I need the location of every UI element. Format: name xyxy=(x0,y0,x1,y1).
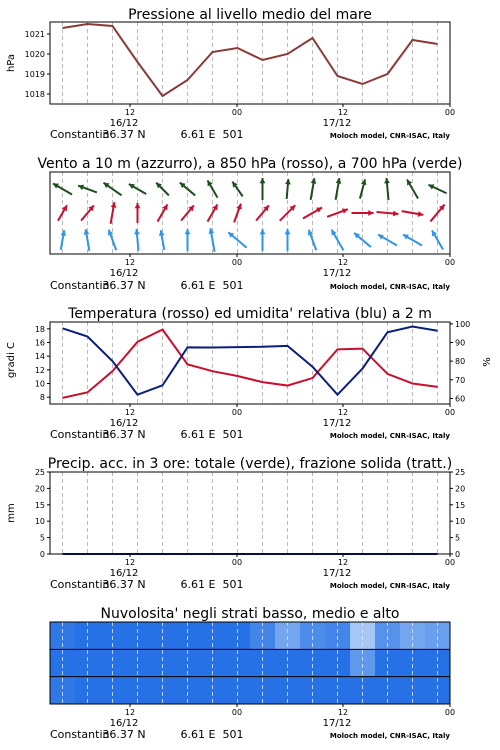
day-label: 16/12 xyxy=(109,268,139,279)
day-label: 17/12 xyxy=(322,568,352,579)
wind-arrow-10m xyxy=(260,229,266,251)
y-tick-label: 60 xyxy=(455,394,466,404)
wind-arrow-850hPa xyxy=(208,204,218,221)
model-credit: Moloch model, CNR-ISAC, Italy xyxy=(329,732,450,740)
pressure-line xyxy=(63,24,438,96)
day-label: 17/12 xyxy=(322,718,352,729)
x-tick-label: 00 xyxy=(444,558,456,567)
location-name: Constantin xyxy=(50,128,110,141)
panel-title: Pressione al livello medio del mare xyxy=(128,7,372,23)
day-label: 17/12 xyxy=(322,418,352,429)
y-tick-label: 10 xyxy=(455,517,466,527)
day-label: 16/12 xyxy=(109,118,139,129)
y-tick-label: 18 xyxy=(34,324,45,334)
y-tick-label: 20 xyxy=(455,484,466,494)
location-lon: 6.61 E xyxy=(180,428,216,441)
x-tick-label: 12 xyxy=(124,108,136,117)
wind-arrow-850hPa xyxy=(234,204,242,223)
x-tick-label: 12 xyxy=(337,408,349,417)
y2-axis-label: % xyxy=(482,357,493,367)
location-altitude: 501 xyxy=(222,578,244,591)
wind-arrow-700hPa xyxy=(384,178,390,200)
y-tick-label: 1018 xyxy=(24,90,45,99)
x-tick-label: 12 xyxy=(124,258,136,267)
location-lon: 6.61 E xyxy=(180,128,216,141)
plot-frame xyxy=(50,22,450,104)
model-credit: Moloch model, CNR-ISAC, Italy xyxy=(329,283,450,291)
y-tick-label: 1019 xyxy=(24,70,45,79)
wind-arrow-10m xyxy=(60,230,66,250)
y-tick-label: 10 xyxy=(34,517,45,527)
wind-panel xyxy=(37,156,462,292)
location-lon: 6.61 E xyxy=(180,728,216,741)
x-tick-label: 00 xyxy=(444,108,456,117)
location-lon: 6.61 E xyxy=(180,279,216,292)
panel-title: Temperatura (rosso) ed umidita' relativa (blu) a 2 m xyxy=(68,306,432,322)
plot-frame xyxy=(50,322,450,404)
wind-arrow-10m xyxy=(432,230,443,249)
location-lat: 36.37 N xyxy=(102,728,146,741)
x-tick-label: 12 xyxy=(337,108,349,117)
wind-arrow-700hPa xyxy=(285,179,291,199)
wind-arrow-10m xyxy=(108,230,116,251)
y-tick-label: 25 xyxy=(455,468,466,477)
x-tick-label: 12 xyxy=(124,708,136,717)
y-tick-label: 5 xyxy=(39,533,45,543)
wind-arrow-700hPa xyxy=(360,179,367,198)
y-tick-label: 25 xyxy=(34,468,45,477)
wind-arrow-700hPa xyxy=(53,184,72,195)
x-tick-label: 00 xyxy=(444,708,456,717)
x-tick-label: 00 xyxy=(231,408,243,417)
x-tick-label: 00 xyxy=(231,108,243,117)
panel-title: Vento a 10 m (azzurro), a 850 hPa (rosso), a 700 hPa (verde) xyxy=(37,156,463,172)
model-credit: Moloch model, CNR-ISAC, Italy xyxy=(329,582,450,590)
location-name: Constantin xyxy=(50,428,110,441)
meteogram-panels xyxy=(6,7,493,741)
wind-arrow-10m xyxy=(208,228,214,252)
wind-arrow-700hPa xyxy=(336,178,342,200)
day-label: 16/12 xyxy=(109,418,139,429)
day-label: 17/12 xyxy=(322,118,352,129)
y-tick-label: 100 xyxy=(455,319,471,329)
wind-arrow-700hPa xyxy=(311,178,317,200)
wind-arrow-700hPa xyxy=(260,178,266,200)
wind-arrow-850hPa xyxy=(111,202,117,224)
location-name: Constantin xyxy=(50,578,110,591)
location-altitude: 501 xyxy=(222,728,244,741)
x-tick-label: 12 xyxy=(337,558,349,567)
day-label: 17/12 xyxy=(322,268,352,279)
location-altitude: 501 xyxy=(222,128,244,141)
location-lat: 36.37 N xyxy=(102,428,146,441)
wind-arrow-10m xyxy=(308,230,316,251)
y-tick-label: 10 xyxy=(34,379,45,389)
x-tick-label: 12 xyxy=(337,258,349,267)
x-tick-label: 00 xyxy=(231,708,243,717)
y-tick-label: 12 xyxy=(34,365,45,375)
precipitation-panel xyxy=(6,456,465,591)
y-tick-label: 14 xyxy=(34,352,45,362)
location-name: Constantin xyxy=(50,728,110,741)
location-lon: 6.61 E xyxy=(180,578,216,591)
y-tick-label: 1020 xyxy=(24,50,45,59)
model-credit: Moloch model, CNR-ISAC, Italy xyxy=(329,132,450,140)
wind-arrow-850hPa xyxy=(158,204,168,221)
y-axis-label: hPa xyxy=(6,53,17,73)
location-lat: 36.37 N xyxy=(102,279,146,292)
location-altitude: 501 xyxy=(222,279,244,292)
y-tick-label: 15 xyxy=(455,500,466,510)
plot-frame xyxy=(50,472,450,554)
wind-arrow-10m xyxy=(332,230,344,251)
model-credit: Moloch model, CNR-ISAC, Italy xyxy=(329,432,450,440)
wind-arrow-10m xyxy=(185,229,191,251)
y-tick-label: 16 xyxy=(34,338,45,348)
cloud-cover-panel xyxy=(50,606,455,741)
x-tick-label: 12 xyxy=(337,708,349,717)
wind-arrow-10m xyxy=(285,229,291,251)
location-altitude: 501 xyxy=(222,428,244,441)
humidity-line xyxy=(63,326,438,394)
y-tick-label: 20 xyxy=(34,484,45,494)
x-tick-label: 12 xyxy=(124,558,136,567)
wind-arrow-10m xyxy=(134,229,140,251)
wind-arrow-850hPa xyxy=(135,203,141,223)
wind-arrow-10m xyxy=(84,229,90,251)
day-label: 16/12 xyxy=(109,718,139,729)
x-tick-label: 00 xyxy=(444,258,456,267)
panel-title: Precip. acc. in 3 ore: totale (verde), frazione solida (tratt.) xyxy=(47,456,453,472)
panel-title: Nuvolosita' negli strati basso, medio e alto xyxy=(100,606,400,622)
y-tick-label: 90 xyxy=(455,338,466,348)
y-tick-label: 70 xyxy=(455,375,466,385)
location-lat: 36.37 N xyxy=(102,578,146,591)
x-tick-label: 00 xyxy=(231,258,243,267)
y-tick-label: 0 xyxy=(39,550,45,559)
x-tick-label: 00 xyxy=(231,558,243,567)
x-tick-label: 00 xyxy=(444,408,456,417)
wind-arrow-700hPa xyxy=(78,185,97,193)
temperature-humidity-panel xyxy=(6,306,493,441)
y-tick-label: 5 xyxy=(455,533,461,543)
location-lat: 36.37 N xyxy=(102,128,146,141)
location-name: Constantin xyxy=(50,279,110,292)
wind-arrow-700hPa xyxy=(428,184,446,193)
y-tick-label: 0 xyxy=(455,550,461,559)
wind-arrow-10m xyxy=(159,230,165,250)
y-tick-label: 8 xyxy=(39,393,45,403)
x-tick-label: 12 xyxy=(124,408,136,417)
pressure-panel xyxy=(6,7,455,141)
y-axis-label: mm xyxy=(6,503,17,523)
day-label: 16/12 xyxy=(109,568,139,579)
wind-arrow-700hPa xyxy=(129,184,146,194)
y-axis-label: gradi C xyxy=(6,342,17,378)
y-tick-label: 1021 xyxy=(24,30,45,39)
y-tick-label: 80 xyxy=(455,357,466,367)
y-tick-label: 15 xyxy=(34,500,45,510)
